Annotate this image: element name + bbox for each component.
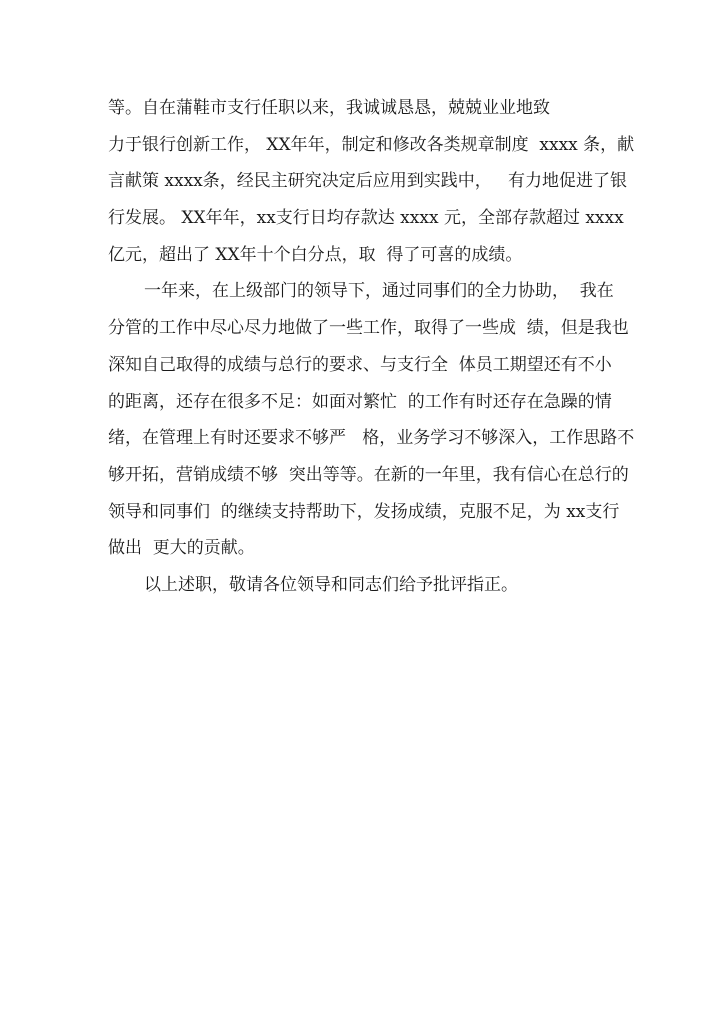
text-line: 深知自己取得的成绩与总行的要求、与支行全 体员工期望还有不小 — [108, 354, 612, 375]
text-line: 亿元，超出了 XX年十个白分点，取 得了可喜的成绩。 — [108, 244, 523, 265]
text-line: 力于银行创新工作， XX年年，制定和修改各类规章制度 xxxx 条，献 — [108, 134, 635, 155]
text-line: 以上述职，敬请各位领导和同志们给予批评指正。 — [144, 574, 518, 595]
body-text — [108, 90, 635, 604]
text-line: 一年来，在上级部门的领导下，通过同事们的全力协助， 我在 — [144, 281, 614, 302]
paragraph-3 — [108, 567, 612, 604]
text-line: 够开拓，营销成绩不够 突出等等。在新的一年里，我有信心在总行的 — [108, 464, 629, 485]
paragraph-2 — [108, 273, 635, 567]
text-line: 领导和同事们 的继续支持帮助下，发扬成绩，克服不足，为 xx支行 — [108, 501, 620, 522]
text-line: 等。自在蒲鞋市支行任职以来，我诚诚恳恳，兢兢业业地致 — [108, 98, 550, 118]
text-line: 绪，在管理上有时还要求不够严 格，业务学习不够深入，工作思路不 — [108, 428, 635, 449]
text-line: 的距离，还存在很多不足：如面对繁忙 的工作有时还存在急躁的情 — [108, 391, 612, 412]
text-line: 言献策 xxxx条，经民主研究决定后应用到实践中， 有力地促进了银 — [108, 171, 627, 192]
text-line: 做出 更大的贡献。 — [108, 538, 255, 559]
text-line: 行发展。 XX年年，xx支行日均存款达 xxxx 元，全部存款超过 xxxx — [108, 208, 624, 229]
text-line: 分管的工作中尽心尽力地做了一些工作，取得了一些成 绩，但是我也 — [108, 318, 629, 339]
paragraph-1 — [108, 90, 635, 273]
